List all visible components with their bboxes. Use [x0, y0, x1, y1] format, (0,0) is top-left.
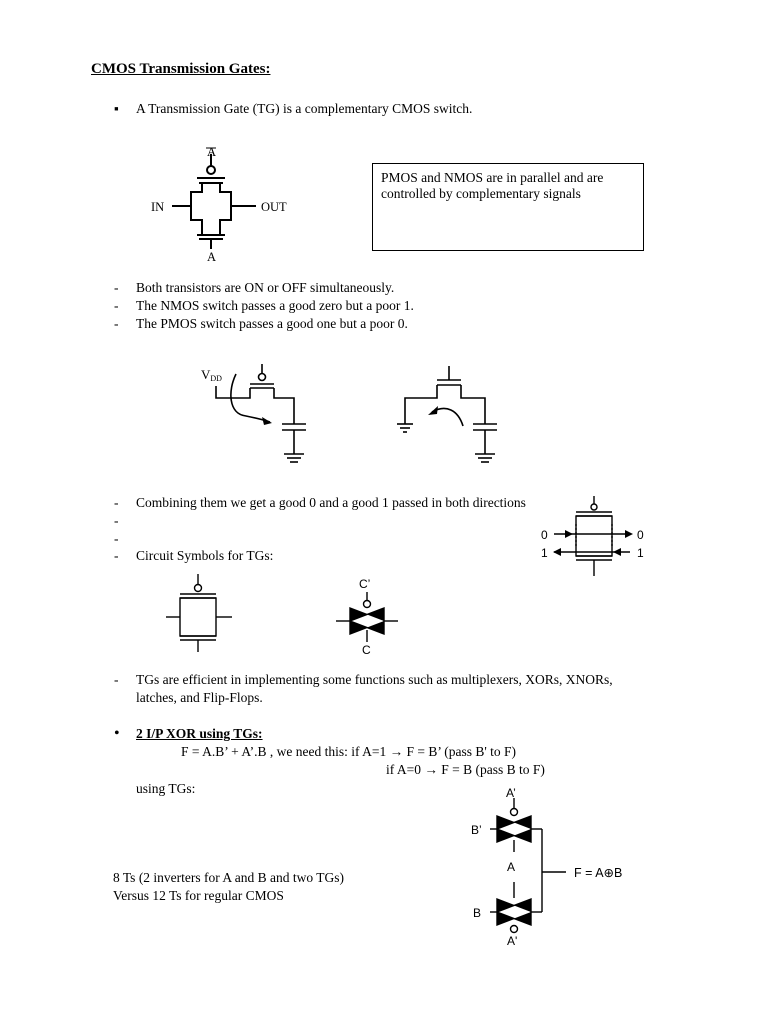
list-item: Combining them we get a good 0 and a good 1 passed in both directions	[136, 495, 526, 510]
list-item: TGs are efficient in implementing some functions such as multiplexers, XORs, XNORs,	[136, 672, 613, 687]
dash-marker: -	[114, 548, 119, 563]
tg-label-a: A	[207, 250, 217, 264]
direction-label-in-top: 0	[541, 528, 548, 542]
xor-label-a-prime-top: A’	[506, 786, 516, 800]
list-item: The NMOS switch passes a good zero but a poor 1.	[136, 298, 414, 313]
direction-label-out-bottom: 1	[637, 546, 644, 560]
list-item: Circuit Symbols for TGs:	[136, 548, 274, 563]
page-title: CMOS Transmission Gates:	[91, 61, 271, 77]
xor-equation-line-1: F = A.B’ + A’.B , we need this: if A=1 → F = B’ (pass B' to F)	[181, 744, 517, 759]
xor-heading: 2 I/P XOR using TGs:	[136, 726, 263, 741]
xor-label-a-mid: A	[507, 860, 516, 874]
symbol-label-c: C	[362, 643, 371, 657]
dash-marker: -	[114, 280, 119, 295]
dash-marker: -	[114, 316, 119, 331]
list-item-continuation: latches, and Flip-Flops.	[136, 690, 263, 705]
transistor-count-line-1: 8 Ts (2 inverters for A and B and two TGs)	[113, 870, 345, 885]
using-tgs-label: using TGs:	[136, 781, 196, 796]
vdd-label: VDD	[201, 367, 222, 383]
intro-bullet-text: A Transmission Gate (TG) is a complementary CMOS switch.	[136, 101, 473, 116]
xor-label-a-prime-bottom: A'	[507, 934, 518, 948]
tg-label-in: IN	[151, 200, 165, 214]
dash-marker: -	[114, 513, 119, 528]
direction-label-out-top: 0	[637, 528, 644, 542]
xor-equation-line-2: if A=0 → F = B (pass B to F)	[386, 762, 545, 777]
dash-marker: -	[114, 495, 119, 510]
dash-marker: -	[114, 298, 119, 313]
dash-marker: -	[114, 531, 119, 546]
list-item: The PMOS switch passes a good one but a poor 0.	[136, 316, 408, 331]
note-box-text: PMOS and NMOS are in parallel and are controlled by complementary signals	[381, 170, 604, 201]
bullet-marker: •	[114, 725, 120, 742]
direction-label-in-bottom: 1	[541, 546, 548, 560]
transistor-count-line-2: Versus 12 Ts for regular CMOS	[113, 888, 284, 903]
xor-label-b: B	[473, 906, 482, 920]
list-item: Both transistors are ON or OFF simultaneously.	[136, 280, 395, 295]
tg-label-a-bar: A	[207, 145, 217, 159]
dash-marker: -	[114, 672, 119, 687]
xor-label-b-prime: B’	[471, 823, 482, 837]
xor-output-label: F = A⊕B	[574, 866, 623, 880]
symbol-label-c-bar: C’	[359, 577, 371, 591]
tg-label-out: OUT	[261, 200, 287, 214]
bullet-marker: ▪	[114, 101, 119, 116]
